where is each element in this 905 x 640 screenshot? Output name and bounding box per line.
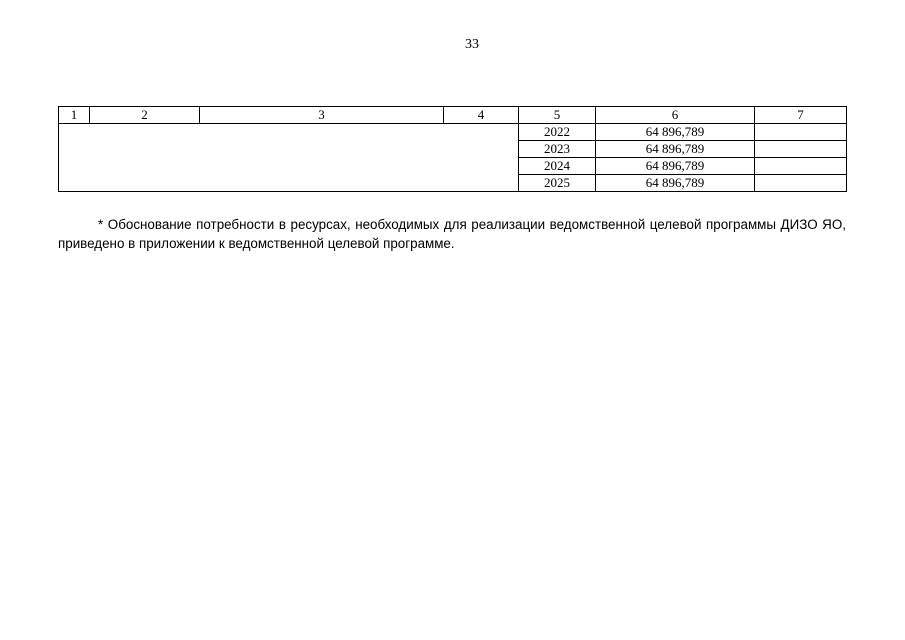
year-cell: 2022: [519, 124, 596, 141]
empty-cell: [755, 175, 847, 192]
table-header-cell: 2: [90, 107, 200, 124]
merged-empty-cell: [59, 124, 519, 192]
year-cell: 2023: [519, 141, 596, 158]
budget-table: [58, 106, 847, 192]
amount-cell: 64 896,789: [596, 158, 755, 175]
amount-cell: 64 896,789: [596, 175, 755, 192]
empty-cell: [755, 124, 847, 141]
table-header-cell: 5: [519, 107, 596, 124]
year-cell: 2024: [519, 158, 596, 175]
empty-cell: [755, 141, 847, 158]
table-row: [59, 124, 847, 141]
table-header-row: [59, 107, 847, 124]
year-cell: 2025: [519, 175, 596, 192]
table-header-cell: 4: [444, 107, 519, 124]
empty-cell: [755, 158, 847, 175]
table-header-cell: 6: [596, 107, 755, 124]
table-header-cell: 3: [200, 107, 444, 124]
footnote: * Обоснование потребности в ресурсах, необходимых для реализации ведомственной целевой программы ДИЗО ЯО, приведено в приложении к ведомственной целевой программе.: [58, 217, 846, 251]
amount-cell: 64 896,789: [596, 141, 755, 158]
table-header-cell: 1: [59, 107, 90, 124]
table-header-cell: 7: [755, 107, 847, 124]
page-number: 33: [465, 37, 479, 52]
amount-cell: 64 896,789: [596, 124, 755, 141]
